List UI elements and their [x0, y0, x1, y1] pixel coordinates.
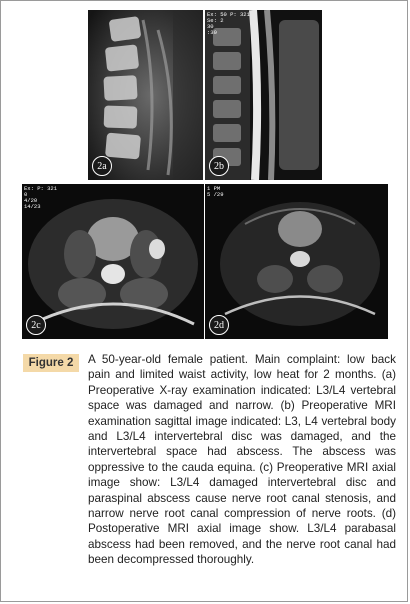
figure-caption: A 50-year-old female patient. Main complaint: low back pain and limited waist activity, low heat for 2 months. (a) Preoperative X-ray examination indicated: L3/L4 vertebral space was damaged and narrow. (b) Preoperative MRI examination sagittal image indicated: L3, L4 vertebral body and L3/L4 intervertebral disc was damaged, and the intervertebral space had abscess. The abscess was oppressive to the cauda equina. (c) Preoperative MRI axial image show: L3/L4 damaged intervertebral disc and paraspinal abscess cause nerve root canal stenosis, and narrow nerve root canal compression of nerve roots. (d) Postoperative MRI axial image show. L3/L4 parabasal abscess had been removed, and the nerve root canal had been decompressed thoroughly.: [88, 353, 396, 567]
panel-label-2b: 2b: [209, 156, 229, 176]
panel-2d-overlay: 1 PM 5 /29: [207, 185, 224, 198]
panel-label-2a: 2a: [92, 156, 112, 176]
panel-2d-mri-axial-postop: [205, 184, 388, 339]
panel-label-2d: 2d: [209, 315, 229, 335]
panel-2c-mri-axial-preop: [22, 184, 204, 339]
figure-badge: Figure 2: [23, 354, 79, 372]
panel-label-2c: 2c: [26, 315, 46, 335]
panel-2b-overlay: Ex: 50 P: 321 Se: 2 30 :30: [207, 11, 250, 36]
panel-2b-mri-sagittal: [205, 10, 322, 180]
xray-image: [88, 10, 203, 180]
panel-2a-xray: [88, 10, 203, 180]
panel-2c-overlay: Ex: P: 321 0 4/20 14/23: [24, 185, 58, 210]
mri-axial-postop-image: [205, 184, 388, 339]
